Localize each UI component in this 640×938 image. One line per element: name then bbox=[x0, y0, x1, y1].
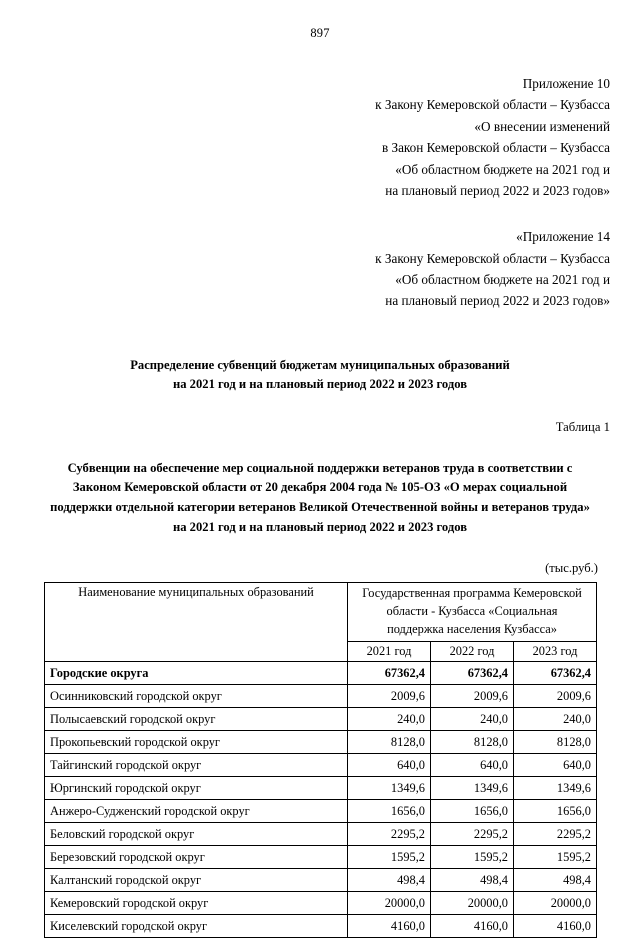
row-value-2023: 640,0 bbox=[514, 754, 597, 777]
row-value-2022: 8128,0 bbox=[431, 731, 514, 754]
table-row bbox=[45, 823, 597, 846]
table-row bbox=[45, 892, 597, 915]
table-row bbox=[45, 800, 597, 823]
row-municipality-name: Беловский городской округ bbox=[45, 823, 348, 846]
row-municipality-name: Осинниковский городской округ bbox=[45, 685, 348, 708]
row-value-2022: 640,0 bbox=[431, 754, 514, 777]
table-subtitle: Субвенции на обеспечение мер социальной поддержки ветеранов труда в соответствии с Законом Кемеровской области от 20 декабря 2004 года № 105-ОЗ «О мерах социальной поддержки отдельной категории ветеранов Великой Отечественной войны и ветеранов труда» на 2021 год и на плановый период 2022 и 2023 годов bbox=[50, 460, 590, 534]
table-header bbox=[45, 583, 597, 662]
row-value-2021: 2295,2 bbox=[348, 823, 431, 846]
table-row bbox=[45, 731, 597, 754]
table-row bbox=[45, 846, 597, 869]
appendix-reference-second bbox=[0, 226, 610, 312]
table-body bbox=[45, 662, 597, 938]
appendix-first-line: в Закон Кемеровской области – Кузбасса bbox=[381, 140, 610, 156]
table-row bbox=[45, 915, 597, 938]
row-municipality-name: Березовский городской округ bbox=[45, 846, 348, 869]
row-value-2022: 1595,2 bbox=[431, 846, 514, 869]
document-title-line-2: на 2021 год и на плановый период 2022 и 2023 годов bbox=[172, 377, 468, 392]
row-municipality-name: Тайгинский городской округ bbox=[45, 754, 348, 777]
row-value-2021: 640,0 bbox=[348, 754, 431, 777]
table-row bbox=[45, 754, 597, 777]
table-row bbox=[45, 777, 597, 800]
table-row bbox=[45, 685, 597, 708]
row-value-2022: 2295,2 bbox=[431, 823, 514, 846]
row-value-2021: 2009,6 bbox=[348, 685, 431, 708]
row-municipality-name: Полысаевский городской округ bbox=[45, 708, 348, 731]
row-value-2023: 2295,2 bbox=[514, 823, 597, 846]
row-value-2022: 67362,4 bbox=[431, 662, 514, 685]
row-value-2021: 498,4 bbox=[348, 869, 431, 892]
row-value-2023: 1656,0 bbox=[514, 800, 597, 823]
subventions-table bbox=[44, 582, 597, 938]
row-value-2021: 240,0 bbox=[348, 708, 431, 731]
document-page bbox=[0, 26, 640, 934]
row-value-2022: 4160,0 bbox=[431, 915, 514, 938]
header-year-2021: 2021 год bbox=[348, 642, 431, 662]
table-row bbox=[45, 662, 597, 685]
header-year-2023: 2023 год bbox=[514, 642, 597, 662]
row-value-2021: 20000,0 bbox=[348, 892, 431, 915]
row-value-2021: 4160,0 bbox=[348, 915, 431, 938]
document-title bbox=[0, 356, 640, 395]
row-municipality-name: Кемеровский городской округ bbox=[45, 892, 348, 915]
row-value-2022: 498,4 bbox=[431, 869, 514, 892]
row-value-2022: 1656,0 bbox=[431, 800, 514, 823]
table-row bbox=[45, 869, 597, 892]
appendix-first-line: к Закону Кемеровской области – Кузбасса bbox=[375, 97, 610, 113]
row-value-2022: 20000,0 bbox=[431, 892, 514, 915]
row-value-2021: 1349,6 bbox=[348, 777, 431, 800]
header-municipality-name: Наименование муниципальных образований bbox=[45, 583, 348, 662]
row-value-2023: 4160,0 bbox=[514, 915, 597, 938]
row-municipality-name: Анжеро-Судженский городской округ bbox=[45, 800, 348, 823]
units-note: (тыс.руб.) bbox=[545, 561, 598, 576]
row-value-2023: 20000,0 bbox=[514, 892, 597, 915]
appendix-first-line: «Об областном бюджете на 2021 год и bbox=[395, 161, 610, 177]
row-value-2023: 498,4 bbox=[514, 869, 597, 892]
row-municipality-name: Городские округа bbox=[45, 662, 348, 685]
row-value-2022: 240,0 bbox=[431, 708, 514, 731]
row-municipality-name: Киселевский городской округ bbox=[45, 915, 348, 938]
table-row bbox=[45, 708, 597, 731]
row-value-2021: 1656,0 bbox=[348, 800, 431, 823]
appendix-first-line: на плановый период 2022 и 2023 годов» bbox=[385, 182, 610, 198]
header-state-program-line-1: Государственная программа Кемеровской bbox=[362, 586, 582, 601]
row-municipality-name: Юргинский городской округ bbox=[45, 777, 348, 800]
row-municipality-name: Калтанский городской округ bbox=[45, 869, 348, 892]
appendix-second-line: «Об областном бюджете на 2021 год и bbox=[395, 272, 610, 287]
row-value-2023: 8128,0 bbox=[514, 731, 597, 754]
table-number-label: Таблица 1 bbox=[555, 419, 610, 434]
row-value-2021: 67362,4 bbox=[348, 662, 431, 685]
table-header-row-main bbox=[45, 583, 597, 642]
header-year-2022: 2022 год bbox=[431, 642, 514, 662]
appendix-second-line: «Приложение 14 bbox=[516, 229, 610, 245]
row-value-2022: 2009,6 bbox=[431, 685, 514, 708]
row-municipality-name: Прокопьевский городской округ bbox=[45, 731, 348, 754]
page-number: 897 bbox=[310, 26, 330, 40]
appendix-first-line: «О внесении изменений bbox=[474, 118, 610, 134]
appendix-second-line: на плановый период 2022 и 2023 годов» bbox=[385, 293, 610, 309]
row-value-2021: 8128,0 bbox=[348, 731, 431, 754]
header-state-program bbox=[348, 583, 597, 642]
appendix-reference-first bbox=[0, 73, 610, 201]
row-value-2023: 2009,6 bbox=[514, 685, 597, 708]
row-value-2023: 67362,4 bbox=[514, 662, 597, 685]
row-value-2022: 1349,6 bbox=[431, 777, 514, 800]
appendix-second-line: к Закону Кемеровской области – Кузбасса bbox=[375, 250, 610, 266]
row-value-2023: 1349,6 bbox=[514, 777, 597, 800]
appendix-first-line: Приложение 10 bbox=[522, 76, 610, 91]
document-title-line-1: Распределение субвенций бюджетам муниципальных образований bbox=[130, 357, 510, 372]
header-state-program-line-3: поддержка населения Кузбасса» bbox=[387, 622, 557, 637]
row-value-2021: 1595,2 bbox=[348, 846, 431, 869]
row-value-2023: 1595,2 bbox=[514, 846, 597, 869]
row-value-2023: 240,0 bbox=[514, 708, 597, 731]
header-state-program-line-2: области - Кузбасса «Социальная bbox=[386, 604, 558, 619]
